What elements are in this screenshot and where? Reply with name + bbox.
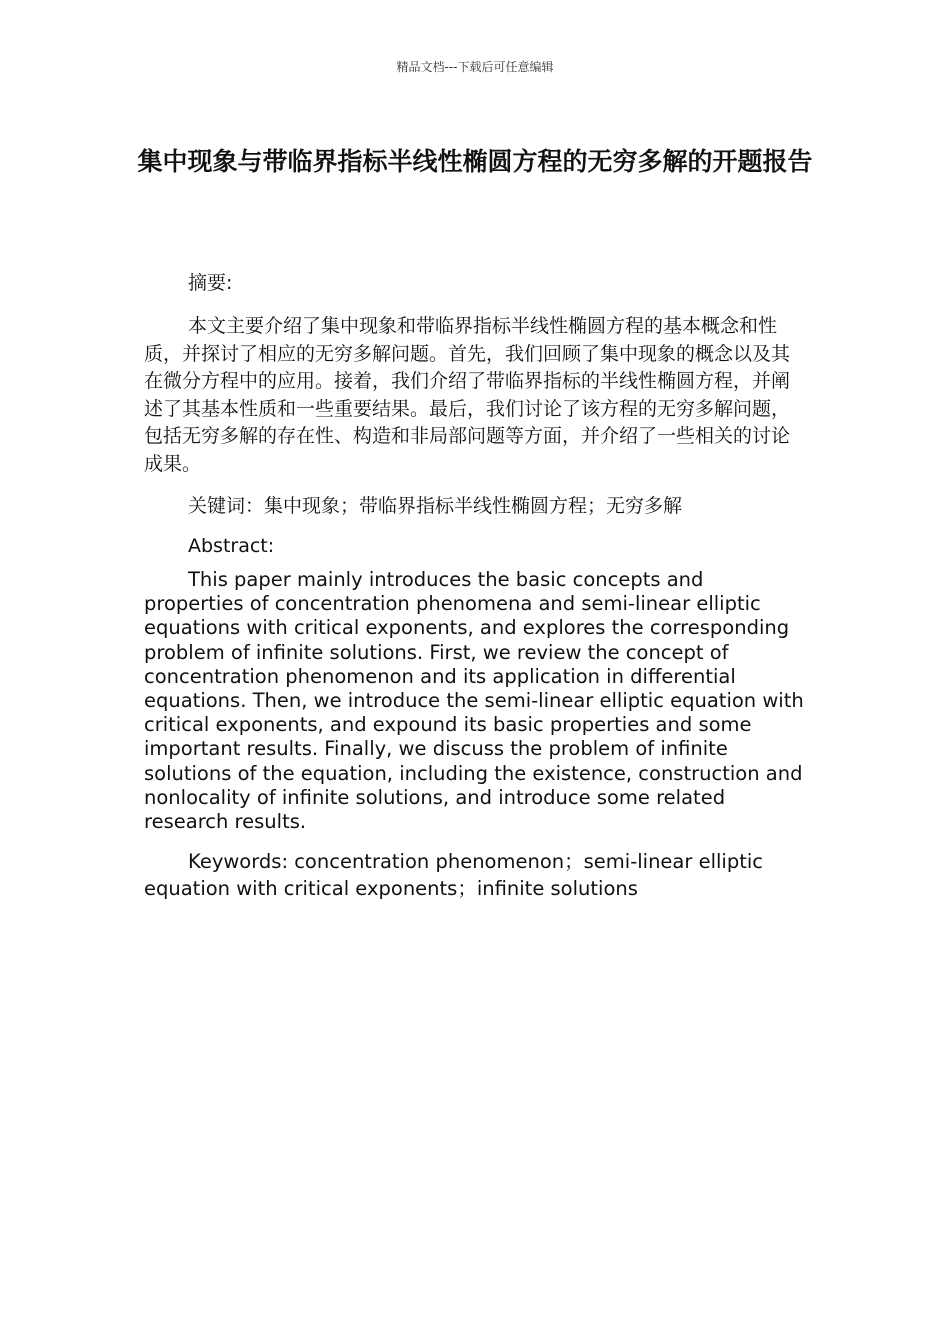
chinese-keywords: 关键词：集中现象；带临界指标半线性椭圆方程；无穷多解	[188, 495, 683, 517]
header-note: 精品文档---下载后可任意编辑	[396, 60, 554, 74]
english-abstract: This paper mainly introduces the basic concepts and properties of concentration phenomena and semi-linear elliptic equations with critical exponents, and explores the corresponding problem of infinite solutions. First, we review the concept of concentration phenomenon and its application in differential equations. Then, we introduce the semi-linear elliptic equation with critical exponents, and expound its basic properties and some important results. Finally, we discuss the problem of infinite solutions of the equation, including the existence, construction and nonlocality of infinite solutions, and introduce some related research results.	[144, 568, 804, 834]
english-abstract-label: Abstract:	[188, 535, 275, 557]
chinese-abstract: 本文主要介绍了集中现象和带临界指标半线性椭圆方程的基本概念和性质，并探讨了相应的无穷多解问题。首先，我们回顾了集中现象的概念以及其在微分方程中的应用。接着，我们介绍了带临界指标的半线性椭圆方程，并阐述了其基本性质和一些重要结果。最后，我们讨论了该方程的无穷多解问题，包括无穷多解的存在性、构造和非局部问题等方面，并介绍了一些相关的讨论成果。	[144, 315, 791, 475]
document-body	[144, 268, 806, 902]
chinese-abstract-label: 摘要:	[188, 272, 233, 294]
document-title: 集中现象与带临界指标半线性椭圆方程的无穷多解的开题报告	[137, 147, 813, 176]
english-keywords: Keywords: concentration phenomenon；semi-linear elliptic equation with critical exponents；infinite solutions	[144, 850, 764, 901]
